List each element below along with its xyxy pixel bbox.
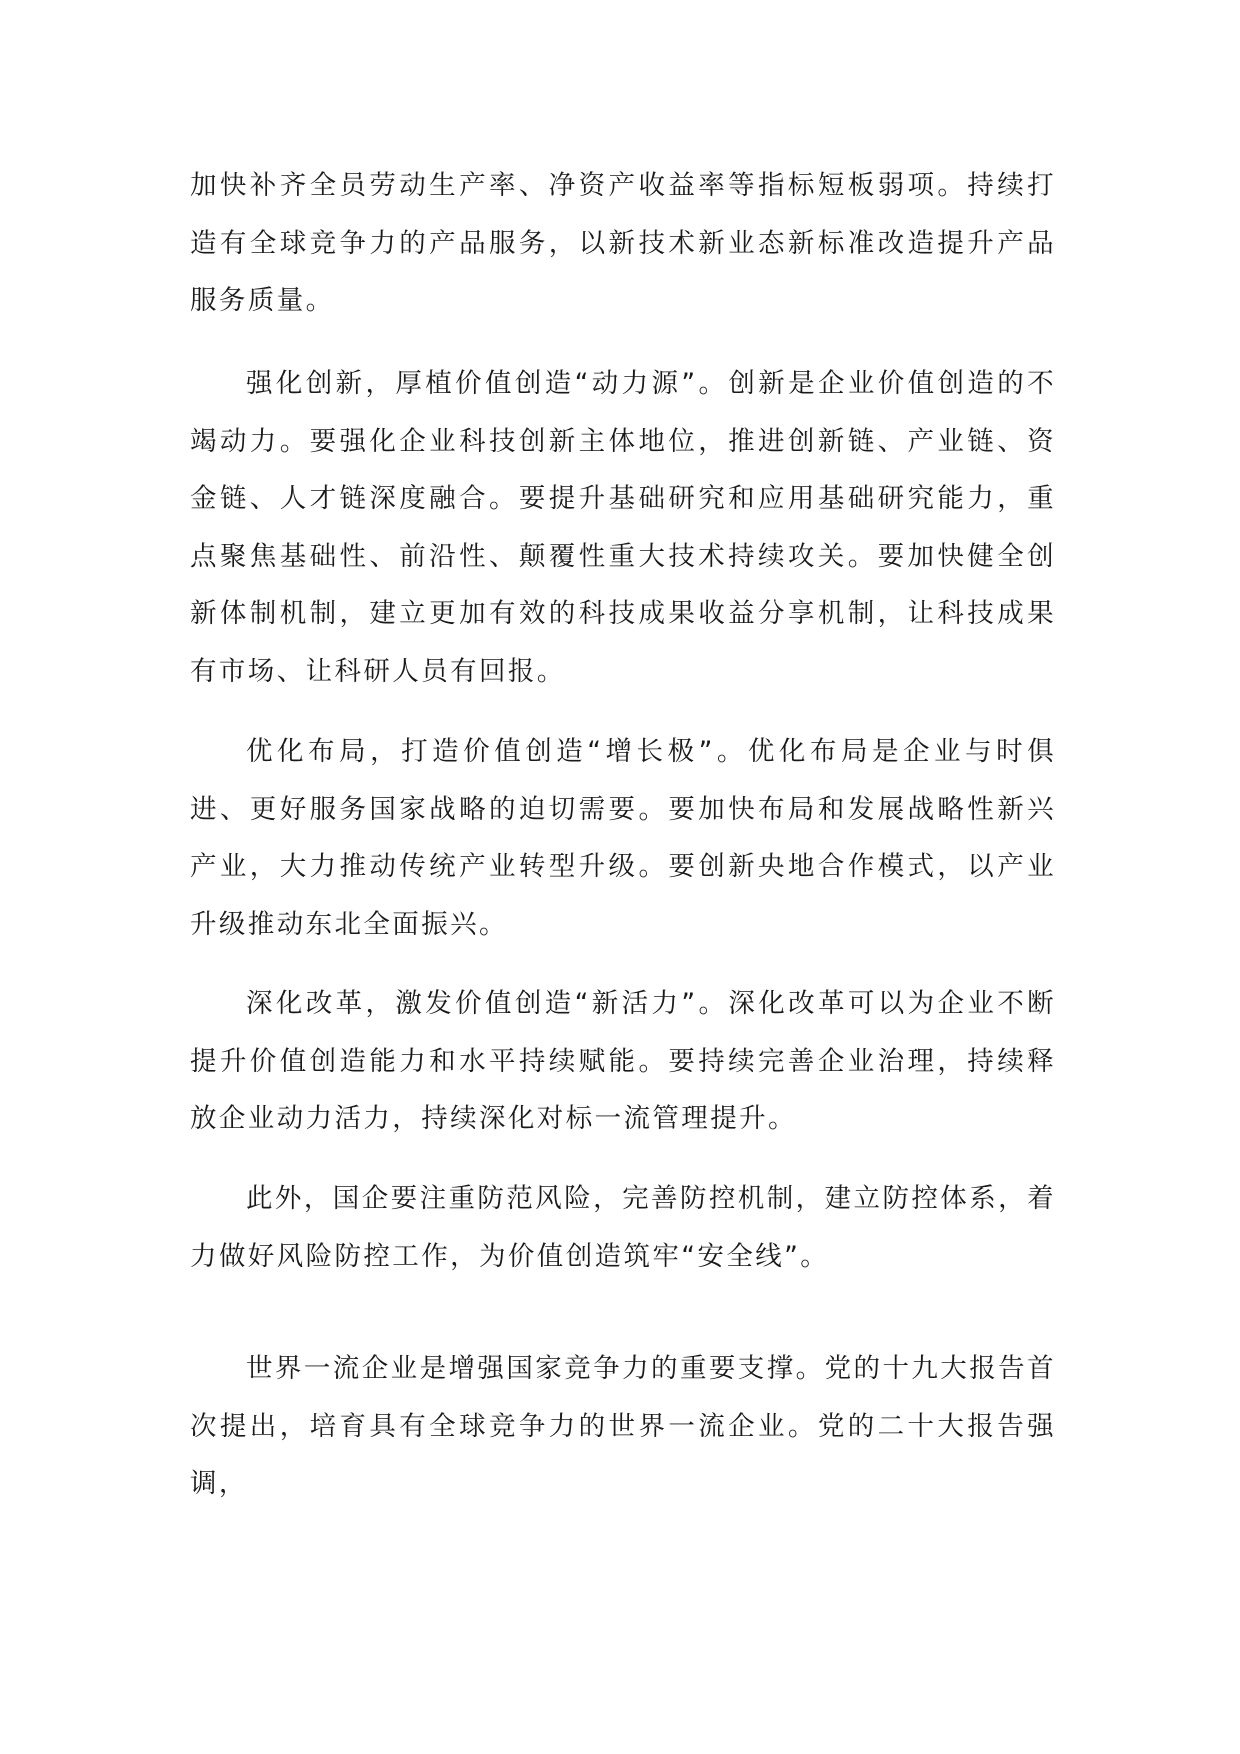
body-paragraph: 加快补齐全员劳动生产率、净资产收益率等指标短板弱项。持续打造有全球竞争力的产品服务，以新技术新业态新标准改造提升产品服务质量。 xyxy=(190,170,1056,316)
body-paragraph: 世界一流企业是增强国家竞争力的重要支撑。党的十九大报告首次提出，培育具有全球竞争力的世界一流企业。党的二十大报告强调， xyxy=(190,1353,1056,1499)
body-paragraph: 优化布局，打造价值创造“增长极”。优化布局是企业与时俱进、更好服务国家战略的迫切需要。要加快布局和发展战略性新兴产业，大力推动传统产业转型升级。要创新央地合作模式，以产业升级推动东北全面振兴。 xyxy=(190,736,1056,940)
body-paragraph: 此外，国企要注重防范风险，完善防控机制，建立防控体系，着力做好风险防控工作，为价值创造筑牢“安全线”。 xyxy=(190,1183,1056,1272)
body-paragraph: 深化改革，激发价值创造“新活力”。深化改革可以为企业不断提升价值创造能力和水平持续赋能。要持续完善企业治理，持续释放企业动力活力，持续深化对标一流管理提升。 xyxy=(190,988,1056,1134)
body-paragraph: 强化创新，厚植价值创造“动力源”。创新是企业价值创造的不竭动力。要强化企业科技创新主体地位，推进创新链、产业链、资金链、人才链深度融合。要提升基础研究和应用基础研究能力，重点聚焦基础性、前沿性、颠覆性重大技术持续攻关。要加快健全创新体制机制，建立更加有效的科技成果收益分享机制，让科技成果有市场、让科研人员有回报。 xyxy=(190,368,1056,687)
